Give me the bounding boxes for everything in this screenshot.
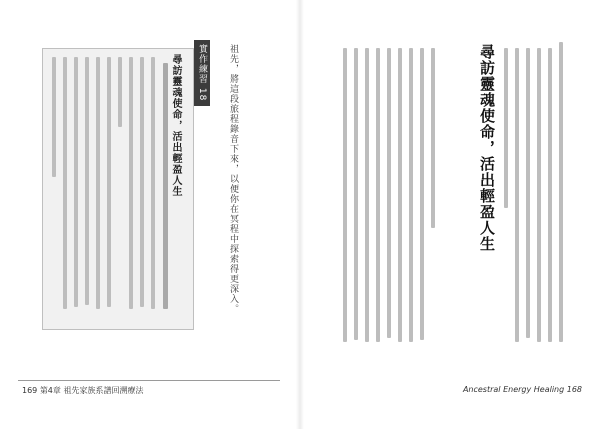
body-text-line [387, 48, 391, 338]
body-text-line [376, 48, 380, 342]
body-text-line [559, 42, 563, 342]
body-text-line [537, 48, 541, 342]
practice-text-line [163, 63, 168, 309]
body-text-line [354, 48, 358, 340]
right-page [301, 0, 600, 429]
body-text-line [431, 48, 435, 228]
practice-text-line [85, 57, 89, 305]
body-text-line [398, 48, 402, 342]
body-text-line [343, 48, 347, 342]
body-text-line [409, 48, 413, 342]
practice-tag: 實作練習 18 [194, 40, 210, 106]
body-text-line [515, 48, 519, 342]
right-footer: Ancestral Energy Healing 168 [462, 385, 582, 394]
practice-text-line [151, 57, 155, 309]
practice-text-line [118, 57, 122, 127]
body-text-line [548, 48, 552, 342]
practice-text-line [96, 57, 100, 309]
practice-text-line [63, 57, 67, 309]
body-text-line [365, 48, 369, 342]
practice-text-line [140, 57, 144, 307]
exercise-title: 尋訪靈魂使命，活出輕盈人生 [170, 54, 181, 197]
body-text-line [504, 48, 508, 208]
practice-text-line [107, 57, 111, 307]
left-page [0, 0, 299, 429]
practice-text-line [74, 57, 78, 307]
footer-rule [18, 380, 280, 381]
practice-text-line [129, 57, 133, 309]
left-footer: 169 第4章 祖先家族系譜回溯療法 [22, 386, 144, 395]
body-text-line [526, 48, 530, 338]
body-text-line [420, 48, 424, 340]
section-heading: 尋訪靈魂使命，活出輕盈人生 [478, 44, 496, 252]
practice-text-line [52, 57, 56, 177]
closing-line: 祖先，將這段旅程錄音下來，以便你在冥程中探索得更深入。 [228, 44, 238, 314]
